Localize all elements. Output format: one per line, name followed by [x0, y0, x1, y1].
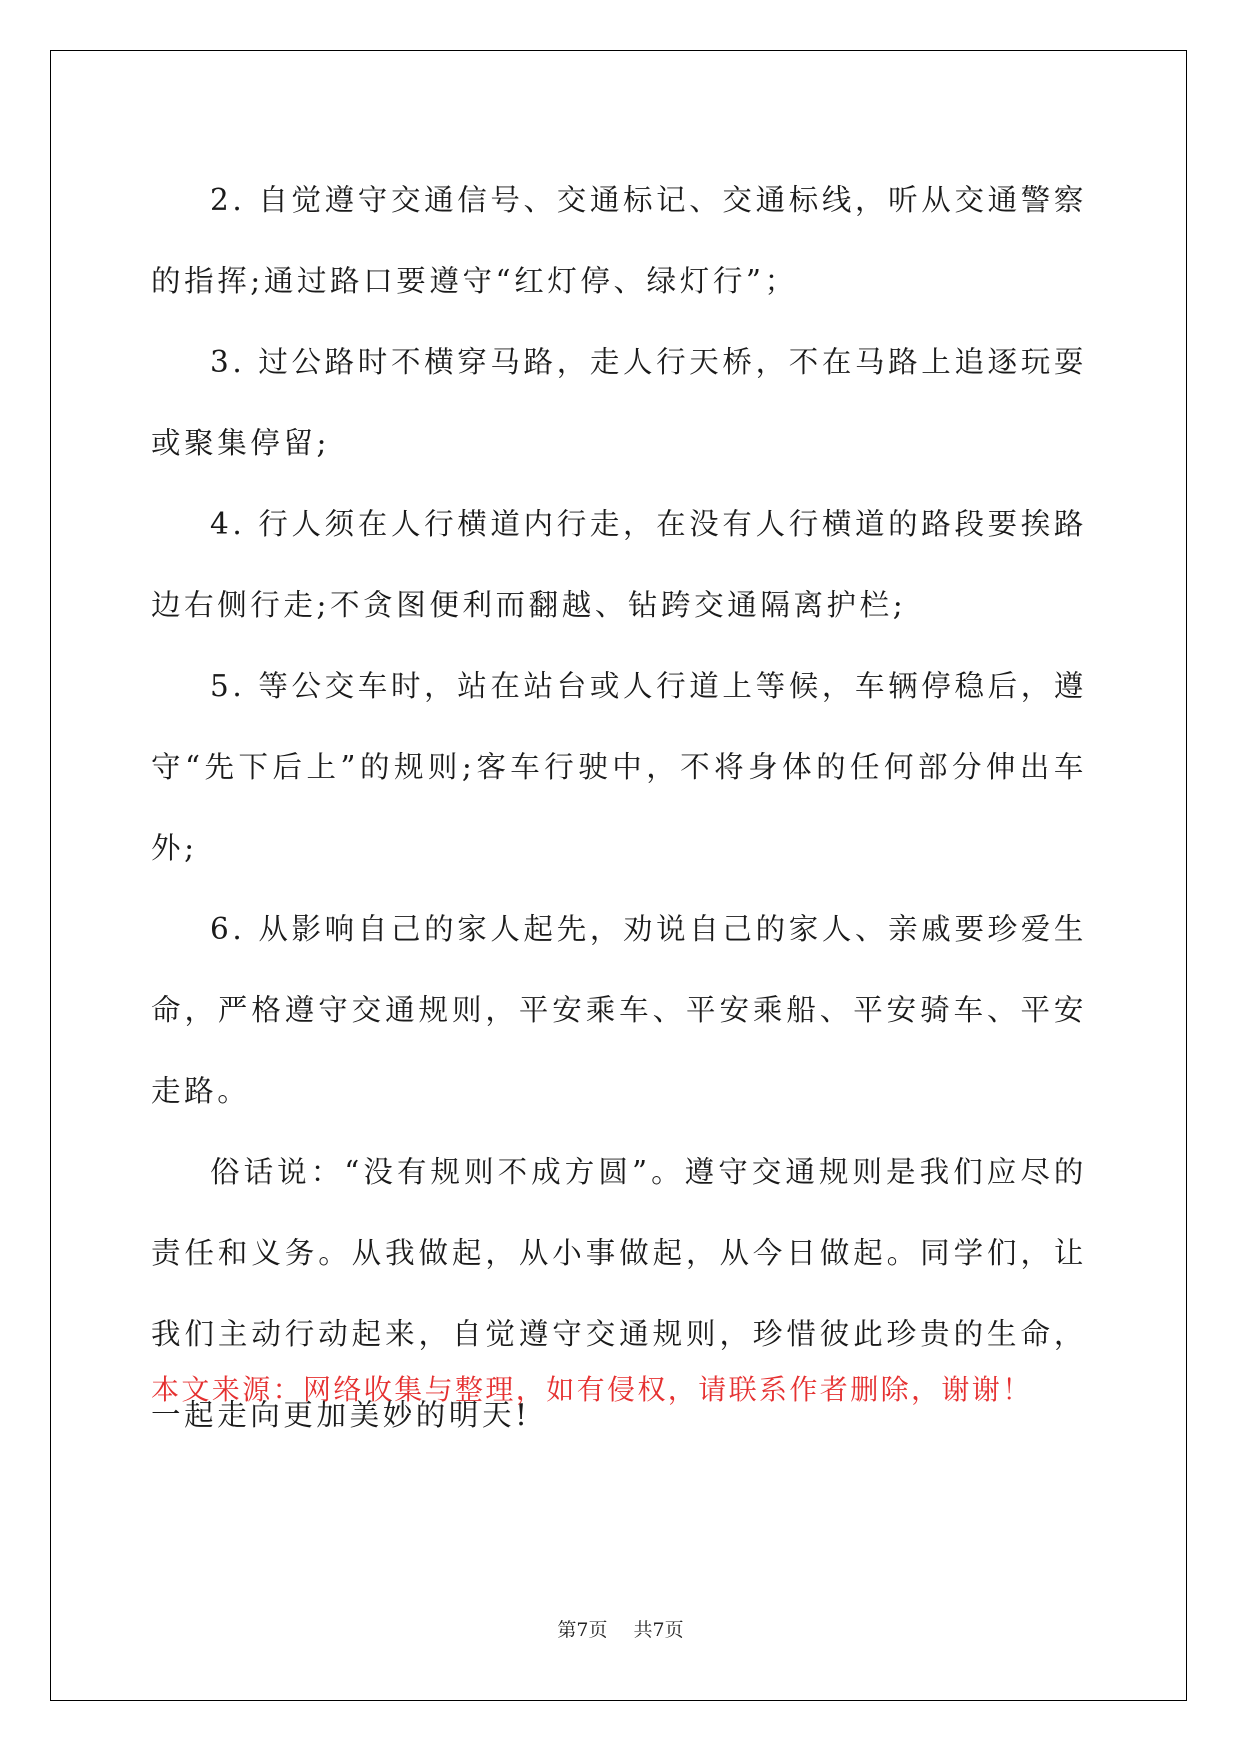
paragraph-conclusion: 俗话说：“没有规则不成方圆”。遵守交通规则是我们应尽的责任和义务。从我做起，从小事做起，从今日做起。同学们，让我们主动行动起来，自觉遵守交通规则，珍惜彼此珍贵的生命，一起走向更加美妙的明天!: [151, 1155, 1087, 1432]
page-number: 第7页: [557, 1619, 608, 1641]
page-total: 共7页: [633, 1619, 684, 1641]
paragraph-item-2: 2. 自觉遵守交通信号、交通标记、交通标线，听从交通警察的指挥;通过路口要遵守“红灯停、绿灯行”；: [151, 183, 1087, 298]
paragraph-item-5: 5. 等公交车时，站在站台或人行道上等候，车辆停稳后，遵守“先下后上”的规则;客车行驶中，不将身体的任何部分伸出车外;: [151, 669, 1087, 865]
paragraph-item-6: 6. 从影响自己的家人起先，劝说自己的家人、亲戚要珍爱生命，严格遵守交通规则，平安乘车、平安乘船、平安骑车、平安走路。: [151, 912, 1087, 1108]
source-disclaimer: 本文来源：网络收集与整理，如有侵权，请联系作者删除，谢谢！: [151, 1373, 1033, 1406]
document-body: [151, 160, 1087, 1456]
page-footer: [0, 1615, 1241, 1642]
paragraph-item-3: 3. 过公路时不横穿马路，走人行天桥，不在马路上追逐玩耍或聚集停留;: [151, 345, 1087, 460]
paragraph-item-4: 4. 行人须在人行横道内行走，在没有人行横道的路段要挨路边右侧行走;不贪图便利而翻越、钻跨交通隔离护栏;: [151, 507, 1087, 622]
